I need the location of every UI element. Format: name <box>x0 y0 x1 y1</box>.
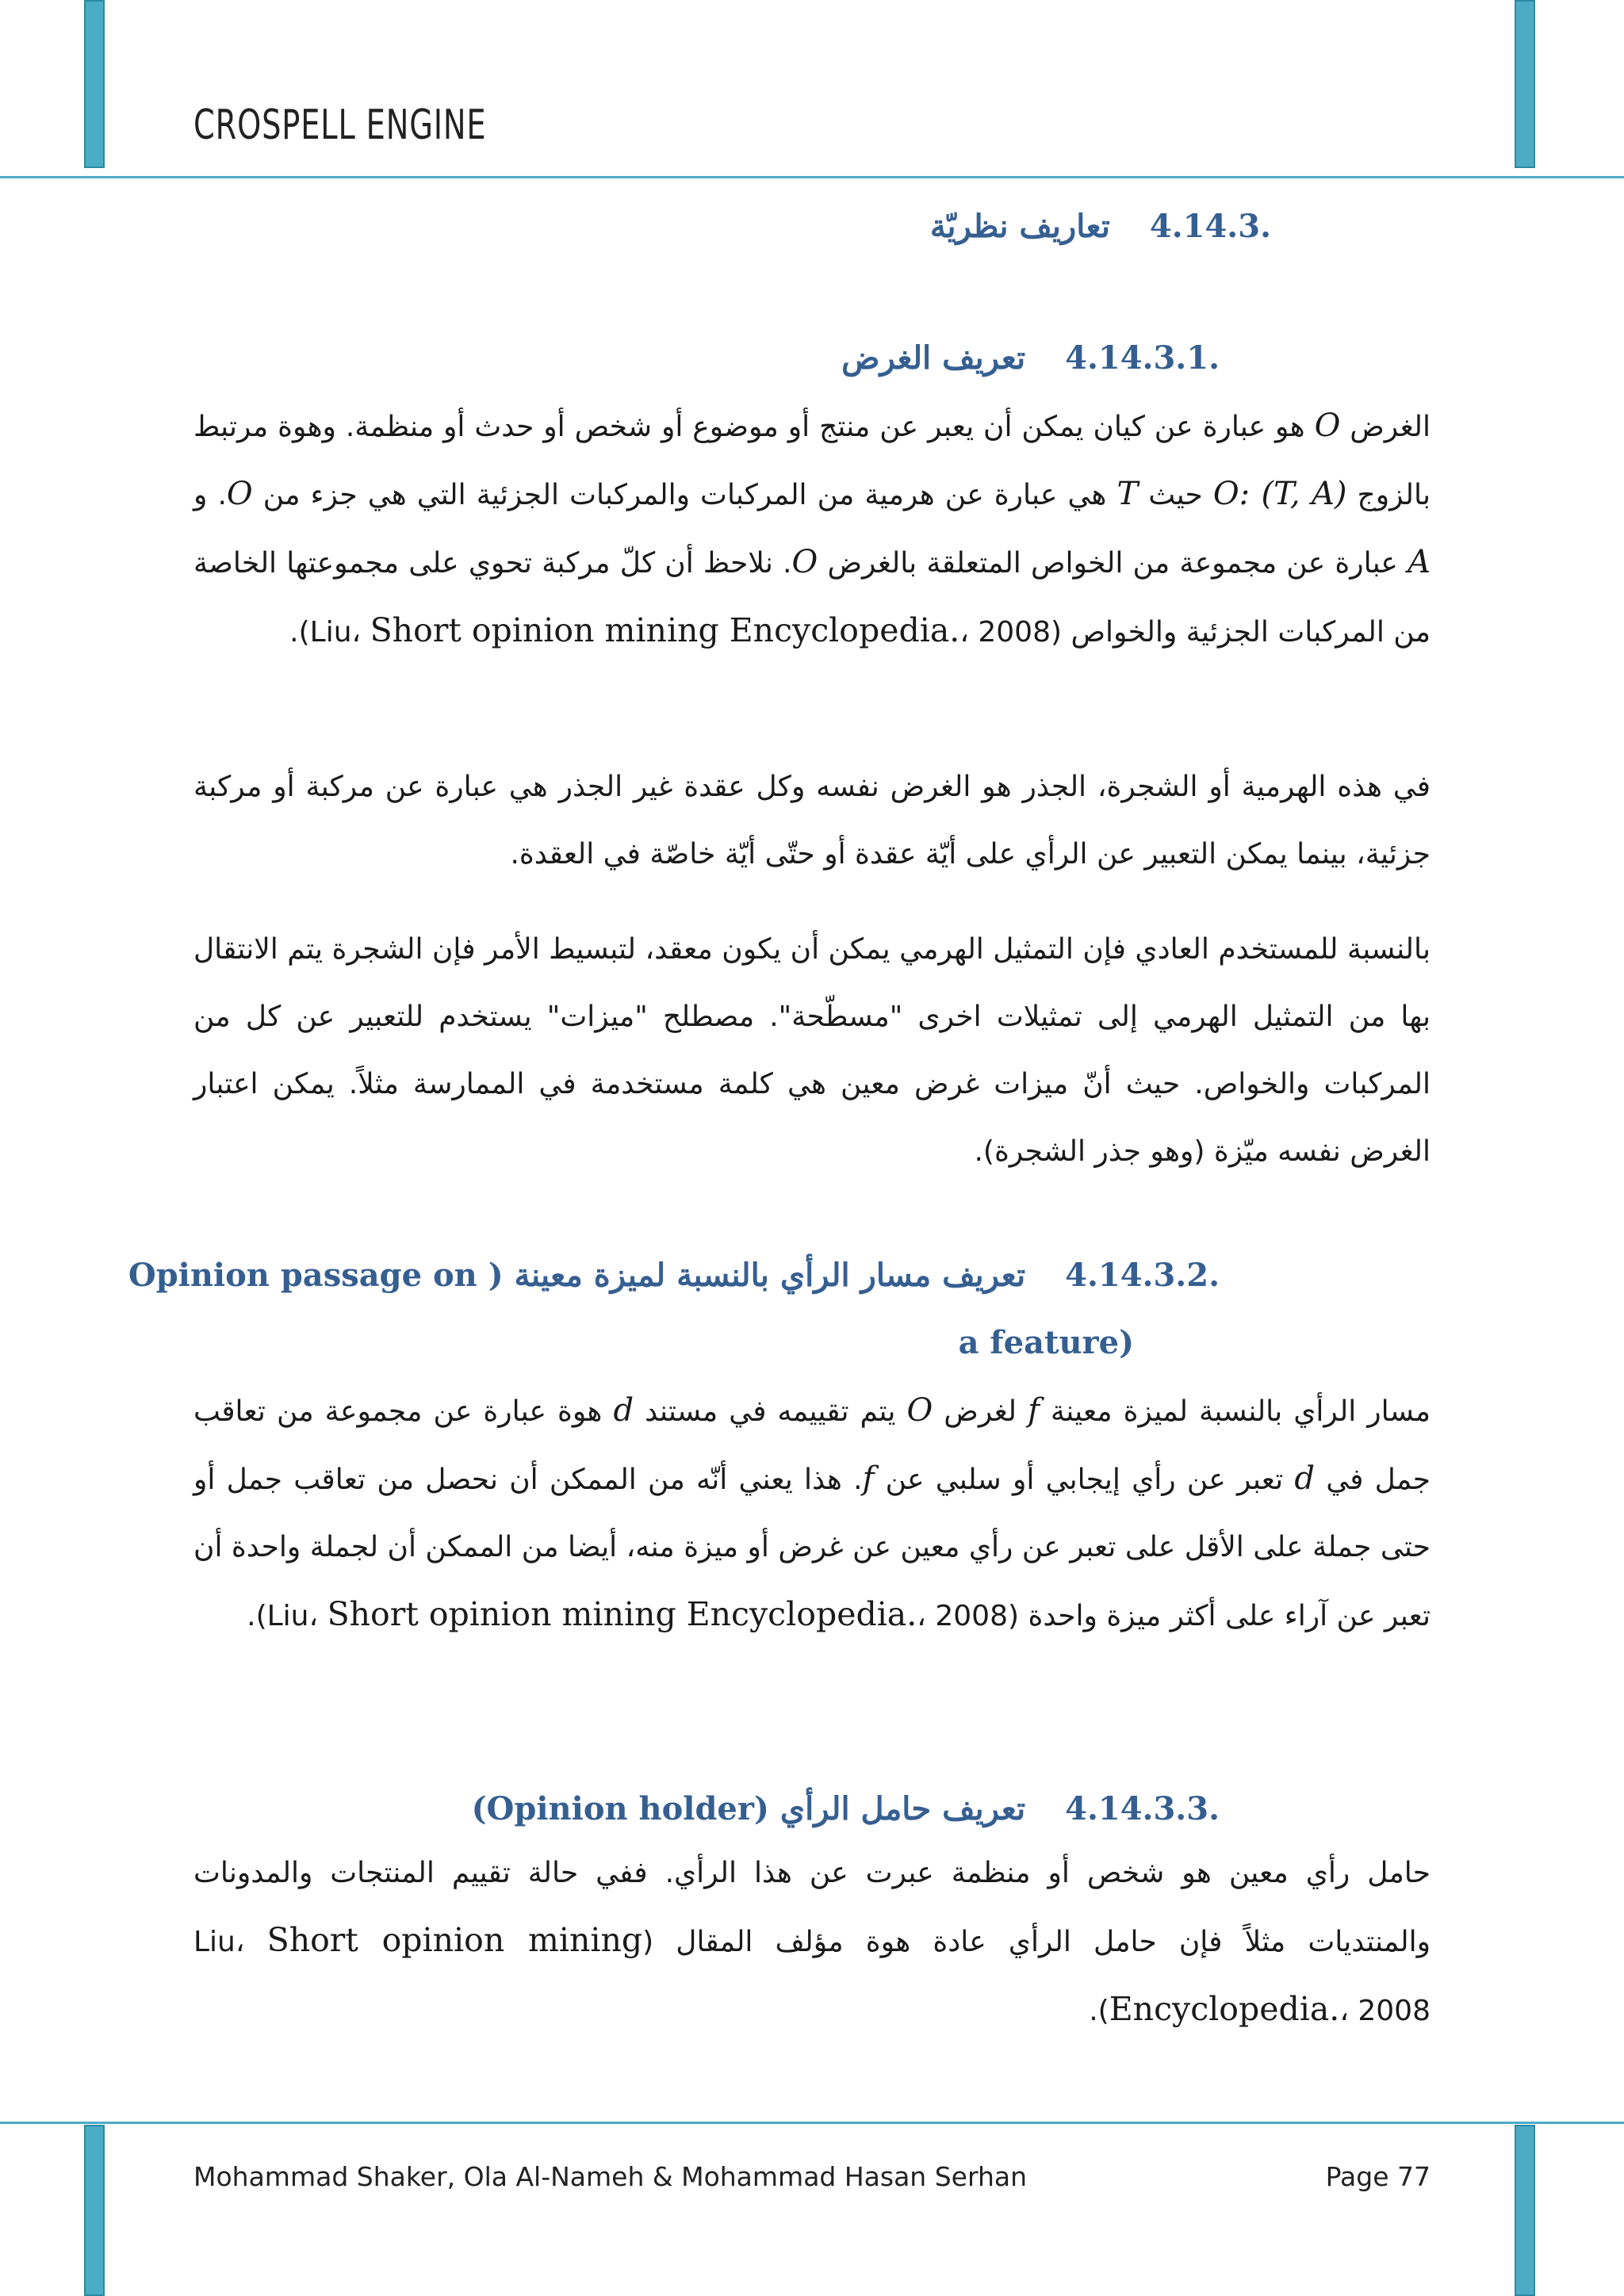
math-symbol: f <box>1028 1392 1040 1429</box>
header-right-accent-bar <box>1515 0 1535 168</box>
section-number: .4.14.3 <box>1149 208 1271 245</box>
math-symbol: f <box>862 1460 875 1497</box>
section-heading <box>930 208 1271 245</box>
math-symbol: O <box>226 476 253 512</box>
subsection-1-heading <box>841 339 1220 377</box>
footer-rule <box>0 2122 1624 2124</box>
footer-authors: Mohammad Shaker, Ola Al-Nameh & Mohammad Hasan Serhan <box>193 2161 1028 2192</box>
math-symbol: O <box>1314 408 1341 444</box>
subsection-3-paragraph-1: حامل رأي معين هو شخص أو منظمة عبرت عن هذا الرأي. ففي حالة تقييم المنتجات والمدونات والمنتديات مثلاً فإن حامل الرأي عادة هوة مؤلف المقال (Liu، Short opinion mining Encyclopedia.، 2008). <box>193 1857 1431 2028</box>
footer-right-accent-bar <box>1515 2125 1535 2296</box>
math-symbol: d <box>613 1392 634 1429</box>
subsection-3-heading <box>472 1790 1220 1827</box>
math-symbol: O <box>906 1392 933 1429</box>
document-header-title: CROSPELL ENGINE <box>193 101 487 149</box>
subsection-1-paragraph-3: بالنسبة للمستخدم العادي فإن التمثيل الهرمي يمكن أن يكون معقد، لتبسيط الأمر فإن الشجرة يتم الانتقال بها من التمثيل الهرمي إلى تمثيلات اخرى "مسطّحة". مصطلح "ميزات" يستخدم للتعبير عن كل من المركبات والخواص. حيث أنّ ميزات غرض معين هي كلمة مستخدمة في الممارسة مثلاً. يمكن اعتبار الغرض نفسه ميّزة (وهو جذر الشجرة). <box>193 933 1431 1168</box>
subsection-1-title: تعريف الغرض <box>841 339 1026 377</box>
math-symbol: O <box>791 544 818 580</box>
subsection-3-title: تعريف حامل الرأي (Opinion holder) <box>471 1790 1026 1827</box>
subsection-1-paragraph-2: في هذه الهرمية أو الشجرة، الجذر هو الغرض نفسه وكل عقدة غير الجذر هي عبارة عن مركبة أو مركبة جزئية، بينما يمكن التعبير عن الرأي على أيّة عقدة أو حتّى أيّة خاصّة في العقدة. <box>193 771 1431 871</box>
subsection-2-heading <box>128 1257 1220 1294</box>
citation-source: Short opinion mining Encyclopedia. <box>266 1921 1340 2028</box>
subsection-2-title: تعريف مسار الرأي بالنسبة لميزة معينة ( Opinion passage on <box>128 1257 1026 1294</box>
section-title: تعاريف نظريّة <box>929 208 1110 245</box>
math-symbol: A <box>1408 544 1431 580</box>
page-number: Page 77 <box>1325 2161 1431 2192</box>
header-left-accent-bar <box>84 0 105 168</box>
subsection-3-number: .4.14.3.3 <box>1065 1790 1220 1827</box>
math-symbol: d <box>1294 1460 1315 1497</box>
citation-source: Short opinion mining Encyclopedia. <box>370 611 960 649</box>
header-rule <box>0 176 1624 178</box>
subsection-1-number: .4.14.3.1 <box>1065 339 1220 377</box>
subsection-1-paragraph-1: الغرض O هو عبارة عن كيان يمكن أن يعبر عن منتج أو موضوع أو شخص أو حدث أو منظمة. وهوة مرتبط بالزوج O: (T, A) حيث T هي عبارة عن هرمية من المركبات والمركبات الجزئية التي هي جزء من O. و A عبارة عن مجموعة من الخواص المتعلقة بالغرض O. نلاحظ أن كلّ مركبة تحوي على مجموعتها الخاصة من المركبات الجزئية والخواص (Liu، Short opinion mining Encyclopedia.، 2008). <box>193 408 1431 649</box>
subsection-2-paragraph-1: مسار الرأي بالنسبة لميزة معينة f لغرض O يتم تقييمه في مستند d هوة عبارة عن مجموعة من تعاقب جمل في d تعبر عن رأي إيجابي أو سلبي عن f. هذا يعني أنّه من الممكن أن نحصل من تعاقب جمل أو حتى جملة على الأقل على تعبر عن رأي معين عن غرض أو ميزة منه، أيضا من الممكن أن لجملة واحدة أن تعبر عن آراء على أكثر ميزة واحدة (Liu، Short opinion mining Encyclopedia.، 2008). <box>193 1392 1431 1633</box>
math-expression: O: (T, A) <box>1212 476 1347 512</box>
subsection-2-number: .4.14.3.2 <box>1065 1257 1220 1294</box>
subsection-2-heading-continued: a feature) <box>958 1324 1134 1361</box>
math-symbol: T <box>1116 476 1139 512</box>
footer-left-accent-bar <box>84 2125 105 2296</box>
citation-source: Short opinion mining Encyclopedia. <box>327 1595 917 1633</box>
